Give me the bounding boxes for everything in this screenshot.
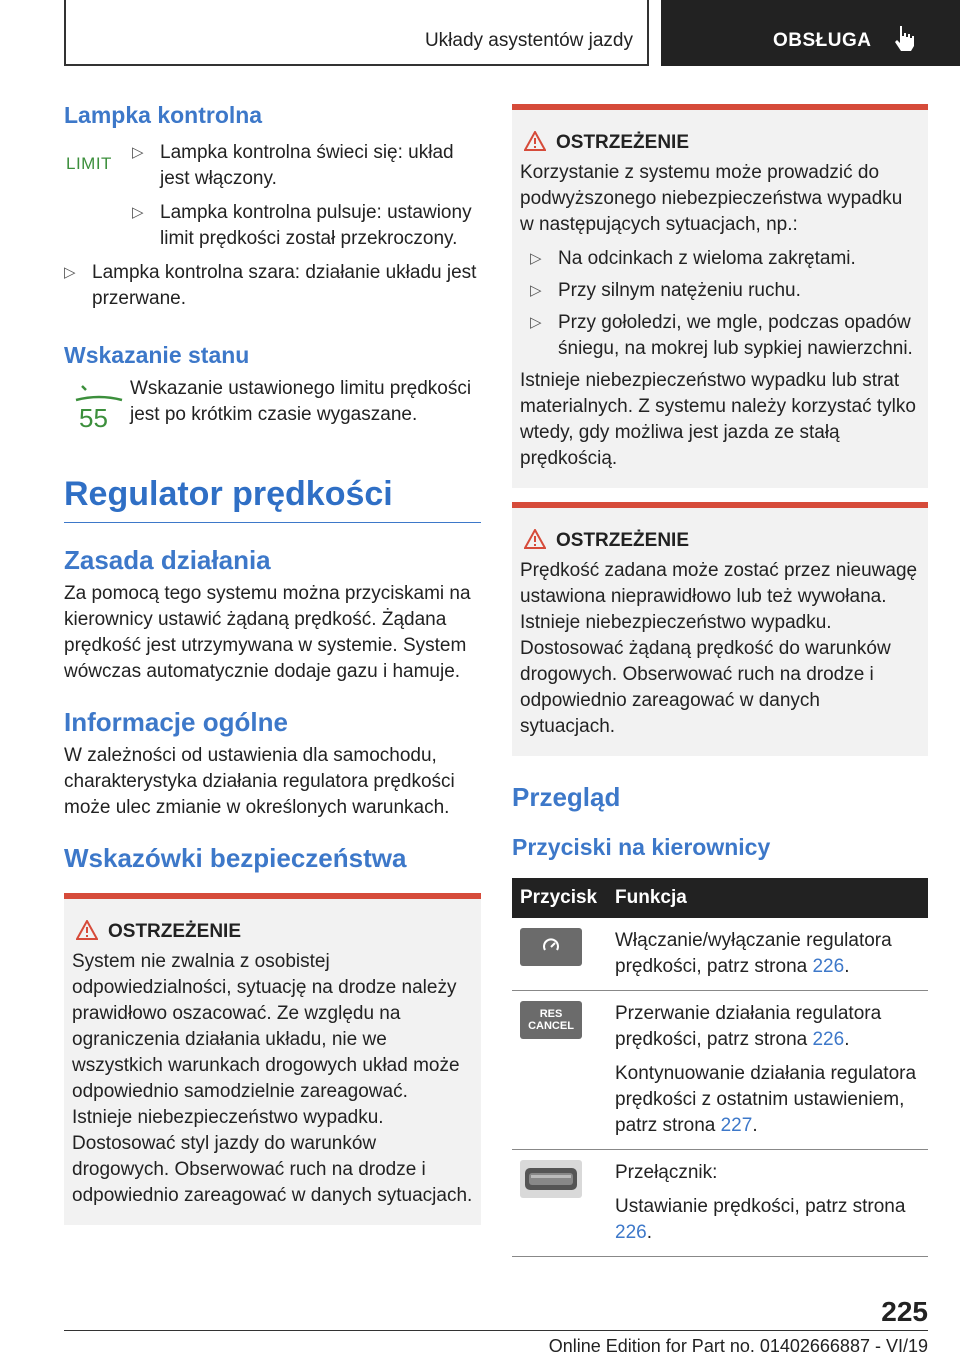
row2-text2: Kontynuowanie działania regulatora prędkości z ostatnim ustawieniem, patrz strona: [615, 1063, 917, 1136]
list-item: ▷ Lampka kontrolna świeci się: układ jest włączony.: [132, 140, 481, 192]
przyciski-heading: Przyciski na kierownicy: [512, 834, 771, 860]
cancel-label: CANCEL: [528, 1020, 574, 1032]
warning-icon: [524, 131, 546, 151]
table-header-row: [512, 878, 928, 918]
edition-text: Online Edition for Part no. 01402666887 - VI/19: [548, 1336, 928, 1356]
table-row: RES CANCEL Przerwanie działania regulatora prędkości, patrz strona 226. Kontynuowanie działania regulatora prędkości z ostatnim ustawieniem, patrz strona 227.: [512, 991, 928, 1150]
left-column: [64, 100, 481, 1225]
warning-text: Prędkość zadana może zostać przez nieuwagę ustawiona nieprawidłowo lub też wywołana. Istnieje niebezpieczeństwo wypadku. Dostosować żądaną prędkość do warunków drogowych. Obserwować ruch na drodze i odpowiednio zareagować w danych sytuacjach.: [520, 560, 918, 737]
row1-text: Włączanie/wyłączanie regulatora prędkości, patrz strona: [615, 930, 892, 977]
hand-pointer-icon: [893, 24, 915, 52]
wskazanie-text: Wskazanie ustawionego limitu prędkości jest po krótkim czasie wygaszane.: [130, 378, 472, 425]
col-header-funkcja: Funkcja: [607, 878, 928, 918]
warning-box: [64, 893, 481, 1225]
zasada-heading: Zasada działania: [64, 545, 271, 575]
list-item: ▷ Przy gołoledzi, we mgle, podczas opadów śniegu, na mokrej lub sypkiej nawierzchni.: [530, 310, 920, 362]
footer-rule: [64, 1330, 928, 1331]
chapter-tab: [661, 0, 960, 66]
warning-title-text: OSTRZEŻENIE: [108, 921, 242, 942]
warning-text: System nie zwalnia z osobistej odpowiedzialności, sytuację na drodze należy prawidłowo oszacować. Ze względu na ograniczenia działania układu, nie we wszystkich warunkach drogowych układ może odpowiednio samodzielnie zareagować. Istnieje niebezpieczeństwo wypadku. Dostosować styl jazdy do warunków drogowych. Obserwować ruch na drodze i odpowiednio zareagować w danych sytuacjach.: [72, 951, 473, 1206]
table-row: Włączanie/wyłączanie regulatora prędkości, patrz strona 226.: [512, 918, 928, 991]
page-header: [64, 0, 960, 66]
lampka-block: [64, 140, 481, 252]
warning-box: [512, 104, 928, 488]
table-row: Przełącznik: Ustawianie prędkości, patrz strona 226.: [512, 1150, 928, 1257]
warning-icon: [76, 920, 98, 940]
limit-icon: LIMIT: [66, 154, 112, 173]
warning-title: [520, 528, 920, 554]
section-tab: [64, 0, 649, 66]
lampka-heading: Lampka kontrolna: [64, 102, 263, 128]
safety-heading: Wskazówki bezpieczeństwa: [64, 843, 407, 873]
page-link[interactable]: 227: [720, 1115, 753, 1136]
wskazanie-heading: Wskazanie stanu: [64, 342, 250, 368]
warning-outro: Istnieje niebezpieczeństwo wypadku lub strat materialnych. Z systemu należy korzystać tylko wtedy, gdy możliwa jest jazda ze stałą prędkością.: [520, 370, 916, 469]
chapter-title: OBSŁUGA: [773, 30, 872, 51]
przeglad-heading: Przegląd: [512, 782, 621, 812]
wskazanie-block: [64, 376, 481, 436]
col-header-przycisk: Przycisk: [512, 878, 607, 918]
page-link[interactable]: 226: [812, 956, 845, 977]
warning-title-text: OSTRZEŻENIE: [556, 530, 690, 551]
section-title: Układy asystentów jazdy: [424, 30, 633, 51]
warning-title: [520, 130, 920, 156]
row3-text: Ustawianie prędkości, patrz strona: [615, 1196, 906, 1217]
right-column: [512, 104, 928, 1257]
buttons-table: [512, 878, 928, 1257]
list-item: ▷ Lampka kontrolna szara: działanie układu jest przerwane.: [64, 260, 481, 312]
warning-title-text: OSTRZEŻENIE: [556, 132, 690, 153]
row2-text: Przerwanie działania regulatora prędkości, patrz strona: [615, 1003, 882, 1050]
warning-title: [72, 919, 473, 945]
row3-label: Przełącznik:: [615, 1162, 718, 1183]
rocker-switch-icon: [520, 1160, 582, 1198]
speed-limit-icon: [74, 380, 124, 430]
info-text: W zależności od ustawienia dla samochodu, charakterystyka działania regulatora prędkości może ulec zmianie w określonych warunkach.: [64, 745, 455, 818]
res-label: RES: [539, 1008, 563, 1020]
main-heading: Regulator prędkości: [64, 472, 481, 523]
page-link[interactable]: 226: [615, 1222, 647, 1243]
list-item: ▷ Przy silnym natężeniu ruchu.: [530, 278, 920, 304]
page-number: 225: [881, 1296, 928, 1327]
res-cancel-button-icon: [520, 1001, 582, 1039]
speed-value: 55: [79, 403, 108, 430]
list-item: ▷ Na odcinkach z wieloma zakrętami.: [530, 246, 920, 272]
list-item: ▷ Lampka kontrolna pulsuje: ustawiony limit prędkości został przekroczony.: [132, 200, 481, 252]
warning-box: [512, 502, 928, 756]
page-link[interactable]: 226: [812, 1029, 845, 1050]
info-heading: Informacje ogólne: [64, 707, 288, 737]
warning-icon: [524, 529, 546, 549]
zasada-text: Za pomocą tego systemu można przyciskami na kierownicy ustawić żądaną prędkość. Żądana prędkość jest utrzymywana w systemie. System wówczas automatycznie dodaje gazu i hamuje.: [64, 583, 471, 682]
warning-intro: Korzystanie z systemu może prowadzić do podwyższonego niebezpieczeństwa wypadku w następujących sytuacjach, np.:: [520, 162, 903, 235]
cruise-control-button-icon: [520, 928, 582, 966]
